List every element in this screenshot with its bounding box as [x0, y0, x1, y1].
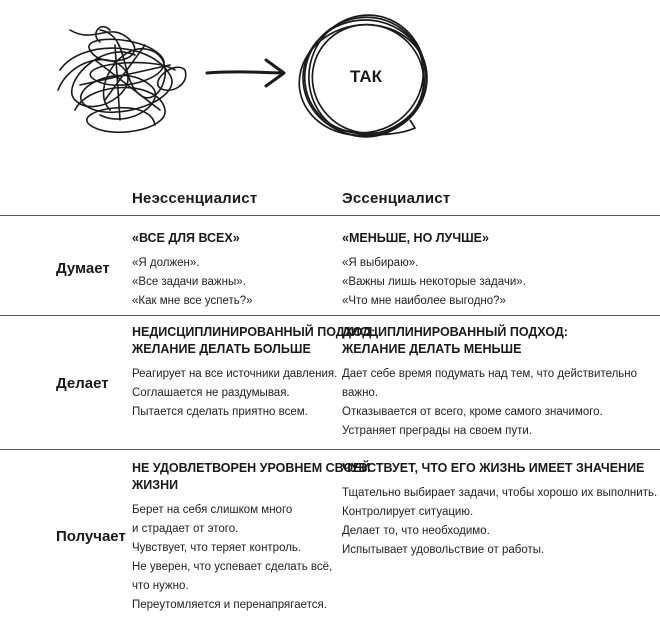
- cell-title-line: ДИСЦИПЛИНИРОВАННЫЙ ПОДХОД:: [342, 325, 568, 339]
- illustration: [0, 0, 660, 175]
- cell-line: что нужно.: [132, 580, 189, 592]
- cell-does-non-essentialist: [132, 324, 375, 422]
- cell-line: Контролирует ситуацию.: [342, 506, 474, 518]
- cell-line: Отказывается от всего, кроме самого значимого.: [342, 406, 603, 418]
- row-label-gets: Получает: [56, 528, 126, 545]
- column-header-essentialist: Эссенциалист: [342, 190, 451, 207]
- cell-line: «Что мне наиболее выгодно?»: [342, 295, 506, 307]
- divider: [0, 315, 660, 316]
- cell-line: Испытывает удовольствие от работы.: [342, 544, 545, 556]
- cell-line: «Важны лишь некоторые задачи».: [342, 276, 526, 288]
- cell-line: Тщательно выбирает задачи, чтобы хорошо их выполнить.: [342, 487, 658, 499]
- arrow-right-icon: [207, 60, 284, 86]
- cell-title-line: НЕДИСЦИПЛИНИРОВАННЫЙ ПОДХОД:: [132, 325, 376, 339]
- cell-thinks-non-essentialist: [132, 230, 253, 311]
- cell-line: Чувствует, что теряет контроль.: [132, 542, 302, 554]
- cell-line: Делает то, что необходимо.: [342, 525, 490, 537]
- cell-line: Переутомляется и перенапрягается.: [132, 599, 327, 611]
- cell-title-line: ЖЕЛАНИЕ ДЕЛАТЬ БОЛЬШЕ: [132, 342, 311, 356]
- cell-line: Берет на себя слишком много: [132, 504, 293, 516]
- row-label-does: Делает: [56, 375, 109, 392]
- cell-line: «Как мне все успеть?»: [132, 295, 253, 307]
- cell-title-line: ЖЕЛАНИЕ ДЕЛАТЬ МЕНЬШЕ: [342, 342, 522, 356]
- cell-line: «Все задачи важны».: [132, 276, 246, 288]
- cell-line: Реагирует на все источники давления.: [132, 368, 338, 380]
- cell-line: Пытается сделать приятно всем.: [132, 406, 308, 418]
- cell-does-essentialist: [342, 324, 637, 441]
- cell-gets-non-essentialist: [132, 460, 370, 615]
- cell-line: важно.: [342, 387, 379, 399]
- cell-gets-essentialist: [342, 460, 657, 560]
- cell-line: Дает себе время подумать над тем, что действительно: [342, 368, 638, 380]
- cell-title: [342, 324, 637, 358]
- cell-line: «Я должен».: [132, 257, 200, 269]
- column-header-non-essentialist: Неэссенциалист: [132, 190, 258, 207]
- cell-title: [132, 324, 375, 358]
- cell-line: Устраняет преграды на своем пути.: [342, 425, 533, 437]
- cell-title: [132, 460, 370, 494]
- cell-title-line: ЧУВСТВУЕТ, ЧТО ЕГО ЖИЗНЬ ИМЕЕТ ЗНАЧЕНИЕ: [342, 461, 645, 475]
- cell-title-line: ЖИЗНИ: [132, 478, 179, 492]
- cell-line: Не уверен, что успевает сделать всё,: [132, 561, 333, 573]
- divider: [0, 215, 660, 216]
- cell-line: Соглашается не раздумывая.: [132, 387, 290, 399]
- cell-thinks-essentialist: [342, 230, 526, 311]
- row-label-thinks: Думает: [56, 260, 110, 277]
- cell-title-line: НЕ УДОВЛЕТВОРЕН УРОВНЕМ СВОЕЙ: [132, 461, 371, 475]
- cell-title: «ВСЕ ДЛЯ ВСЕХ»: [132, 231, 240, 245]
- cell-title: «МЕНЬШЕ, НО ЛУЧШЕ»: [342, 231, 489, 245]
- cell-line: «Я выбираю».: [342, 257, 419, 269]
- scribble-tangle-icon: [58, 27, 186, 133]
- tak-label: ТАК: [350, 67, 382, 86]
- cell-title: [342, 460, 657, 477]
- cell-line: и страдает от этого.: [132, 523, 239, 535]
- divider: [0, 449, 660, 450]
